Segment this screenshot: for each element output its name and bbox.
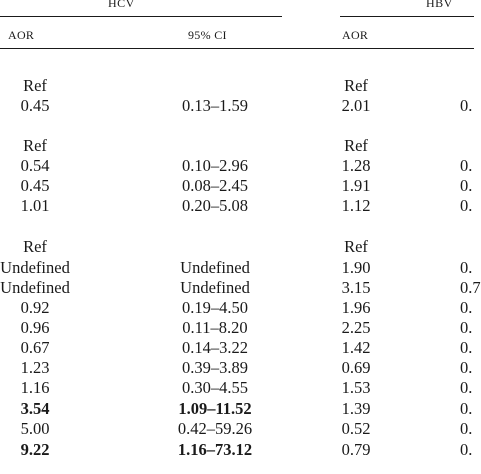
hcv-ci-column-header: 95% CI <box>188 28 227 42</box>
hbv-aor-cell: 1.28 <box>341 156 371 175</box>
hbv-aor-cell: 1.91 <box>341 176 371 195</box>
hcv-aor-cell: Ref <box>23 136 47 155</box>
hcv-aor-cell: 0.45 <box>20 176 50 195</box>
hcv-aor-cell: Ref <box>23 237 47 256</box>
hbv-group-header: HBV <box>426 0 453 10</box>
hbv-aor-cell: 0.69 <box>341 358 371 377</box>
hbv-aor-cell: Ref <box>344 237 368 256</box>
hbv-ci-cell: 0. <box>460 358 473 377</box>
hbv-aor-cell: Ref <box>344 76 368 95</box>
hcv-aor-cell: Undefined <box>0 278 70 297</box>
hcv-ci-cell: 0.14–3.22 <box>182 338 248 357</box>
hcv-ci-cell: 0.20–5.08 <box>182 196 248 215</box>
hcv-aor-cell: 1.16 <box>20 378 50 397</box>
hcv-ci-cell: Undefined <box>180 278 250 297</box>
hcv-aor-cell: Undefined <box>0 258 70 277</box>
hcv-aor-cell: 1.23 <box>20 358 50 377</box>
hcv-aor-cell: 5.00 <box>20 419 50 438</box>
hcv-group-header: HCV <box>108 0 135 10</box>
hbv-aor-cell: 1.96 <box>341 298 371 317</box>
hbv-aor-cell: 1.42 <box>341 338 371 357</box>
hcv-ci-cell: 1.16–73.12 <box>177 440 253 459</box>
hcv-aor-cell: 0.45 <box>20 96 50 115</box>
hcv-aor-cell: 1.01 <box>20 196 50 215</box>
hbv-ci-cell: 0.7 <box>460 278 481 297</box>
hcv-ci-cell: 0.30–4.55 <box>182 378 248 397</box>
hcv-ci-cell: 1.09–11.52 <box>178 399 252 418</box>
hcv-aor-cell: 3.54 <box>20 399 50 418</box>
hbv-ci-cell: 0. <box>460 318 473 337</box>
hcv-ci-cell: Undefined <box>180 258 250 277</box>
hcv-aor-cell: 0.54 <box>20 156 50 175</box>
hcv-aor-cell: Ref <box>23 76 47 95</box>
hbv-ci-cell: 0. <box>460 419 473 438</box>
hcv-group-rule <box>0 16 282 17</box>
hbv-aor-cell: 1.12 <box>341 196 371 215</box>
hbv-ci-cell: 0. <box>460 338 473 357</box>
hcv-aor-cell: 0.92 <box>20 298 50 317</box>
hbv-aor-cell: 0.79 <box>341 440 371 459</box>
hbv-aor-cell: 1.90 <box>341 258 371 277</box>
hcv-ci-cell: 0.13–1.59 <box>182 96 248 115</box>
hbv-aor-cell: 3.15 <box>341 278 371 297</box>
hbv-aor-cell: Ref <box>344 136 368 155</box>
hbv-aor-column-header: AOR <box>342 28 369 42</box>
hcv-ci-cell: 0.42–59.26 <box>177 419 253 438</box>
hbv-ci-cell: 0. <box>460 96 473 115</box>
hcv-aor-cell: 0.96 <box>20 318 50 337</box>
hcv-ci-cell: 0.10–2.96 <box>182 156 248 175</box>
hbv-group-rule <box>340 16 474 17</box>
hbv-aor-cell: 0.52 <box>341 419 371 438</box>
hbv-ci-cell: 0. <box>460 176 473 195</box>
hcv-ci-cell: 0.39–3.89 <box>182 358 248 377</box>
hcv-ci-cell: 0.19–4.50 <box>182 298 248 317</box>
hbv-aor-cell: 2.25 <box>341 318 371 337</box>
hcv-aor-cell: 0.67 <box>20 338 50 357</box>
hbv-ci-cell: 0. <box>460 156 473 175</box>
hcv-aor-cell: 9.22 <box>20 440 50 459</box>
hbv-aor-cell: 2.01 <box>341 96 371 115</box>
hcv-ci-cell: 0.11–8.20 <box>182 318 248 337</box>
hbv-aor-cell: 1.53 <box>341 378 371 397</box>
hbv-ci-cell: 0. <box>460 440 473 459</box>
hbv-ci-cell: 0. <box>460 399 473 418</box>
hcv-ci-cell: 0.08–2.45 <box>182 176 248 195</box>
hcv-aor-column-header: AOR <box>8 28 35 42</box>
hbv-ci-cell: 0. <box>460 378 473 397</box>
hbv-ci-cell: 0. <box>460 258 473 277</box>
hbv-ci-cell: 0. <box>460 196 473 215</box>
header-rule <box>0 48 474 49</box>
hbv-ci-cell: 0. <box>460 298 473 317</box>
hbv-aor-cell: 1.39 <box>341 399 371 418</box>
